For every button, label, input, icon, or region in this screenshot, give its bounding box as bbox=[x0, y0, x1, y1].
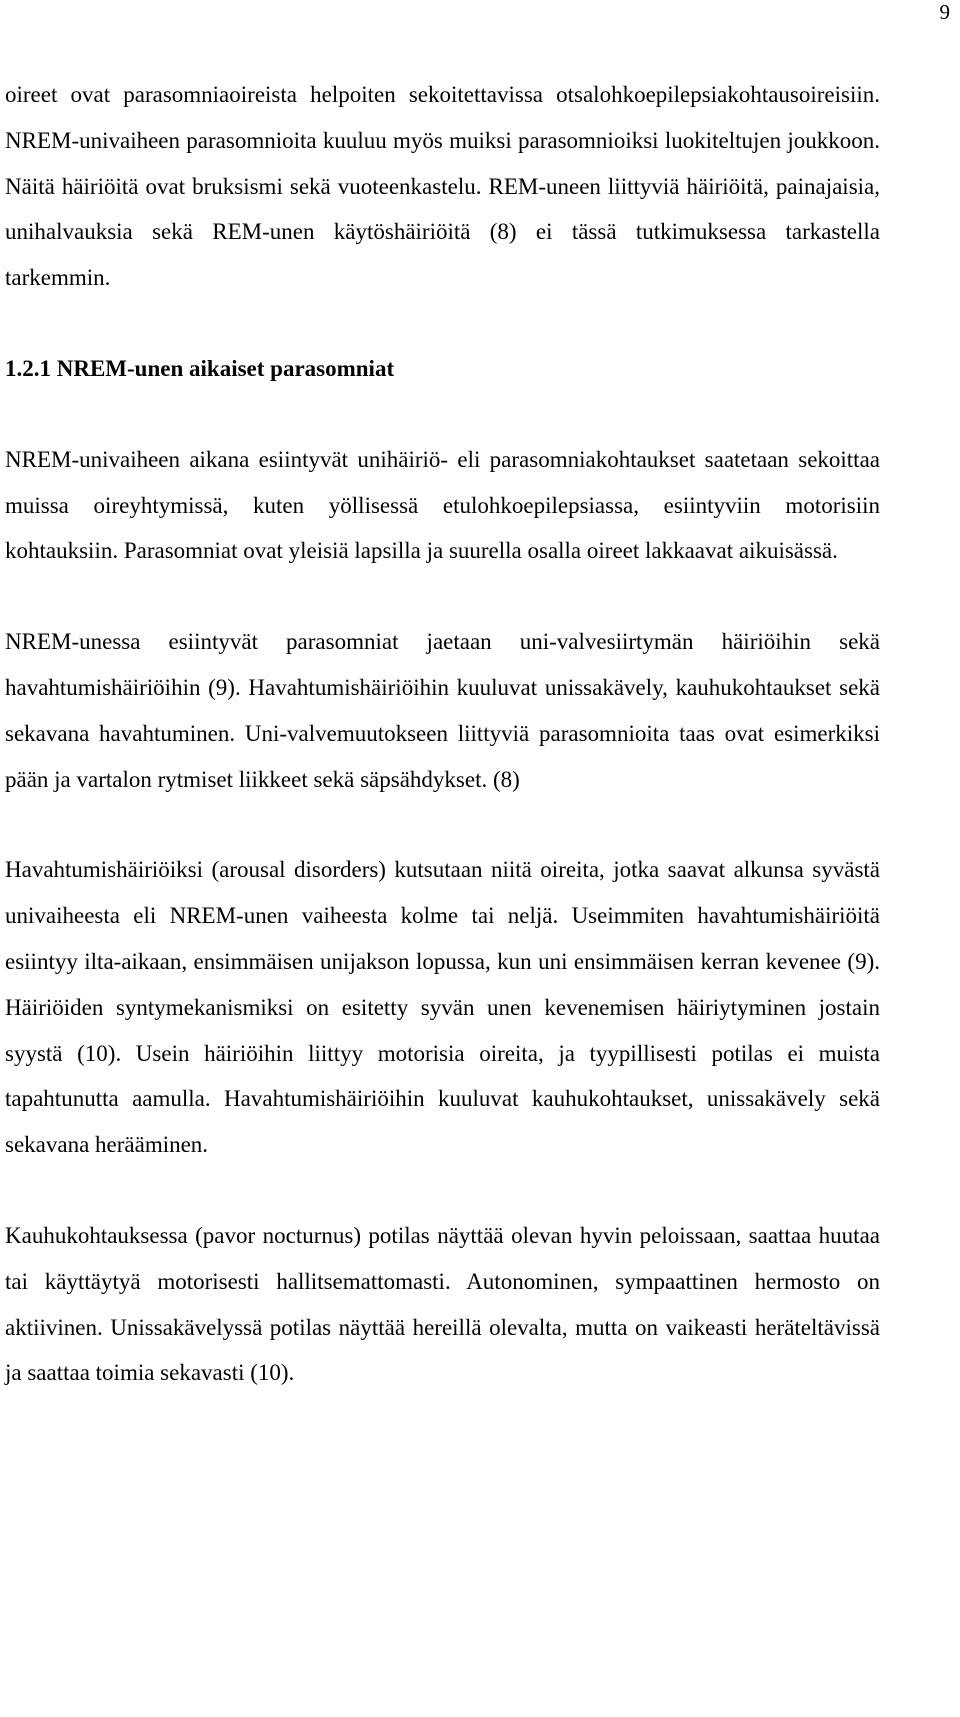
paragraph-arousal-disorders: Havahtumishäiriöiksi (arousal disorders) kutsutaan niitä oireita, jotka saavat alkunsa syvästä univaiheesta eli NREM-unen vaiheesta kolme tai neljä. Useimmiten havahtumishäiriöitä esiintyy ilta-aikaan, ensimmäisen unijakson lopussa, kun uni ensimmäisen kerran kevenee (9). Häiriöiden syntymekanismiksi on esitetty syvän unen kevenemisen häiriytyminen jostain syystä (10). Usein häiriöihin liittyy motorisia oireita, ja tyypillisesti potilas ei muista tapahtunutta aamulla. Havahtumishäiriöihin kuuluvat kauhukohtaukset, unissakävely sekä sekavana herääminen. bbox=[5, 857, 880, 1158]
spacer bbox=[5, 392, 880, 437]
paragraph-night-terrors: Kauhukohtauksessa (pavor nocturnus) potilas näyttää olevan hyvin peloissaan, saattaa huutaa tai käyttäytyä motorisesti hallitsemattomasti. Autonominen, sympaattinen hermosto on aktiivinen. Unissakävelyssä potilas näyttää hereillä olevalta, mutta on vaikeasti heräteltävissä ja saattaa toimia sekavasti (10). bbox=[5, 1222, 880, 1386]
page-number: 9 bbox=[939, 0, 950, 24]
paragraph-nrem-overview: NREM-univaiheen aikana esiintyvät unihäiriö- eli parasomniakohtaukset saatetaan sekoittaa muissa oireyhtymissä, kuten yöllisessä etulohkoepilepsiassa, esiintyviin motorisiin kohtauksiin. Parasomniat ovat yleisiä lapsilla ja suurella osalla oireet lakkaavat aikuisässä. bbox=[5, 446, 880, 564]
spacer bbox=[5, 301, 880, 346]
paragraph-nrem-classification: NREM-unessa esiintyvät parasomniat jaetaan uni-valvesiirtymän häiriöihin sekä havahtumishäiriöihin (9). Havahtumishäiriöihin kuuluvat unissakävely, kauhukohtaukset sekä sekavana havahtuminen. Uni-valvemuutokseen liittyviä parasomnioita taas ovat esimerkiksi pään ja vartalon rytmiset liikkeet sekä säpsähdykset. (8) bbox=[5, 629, 880, 792]
spacer bbox=[5, 802, 880, 847]
section-heading: 1.2.1 NREM-unen aikaiset parasomniat bbox=[5, 355, 395, 381]
spacer bbox=[5, 574, 880, 619]
spacer bbox=[5, 1168, 880, 1213]
document-body bbox=[5, 72, 880, 1396]
paragraph-intro: oireet ovat parasomniaoireista helpoiten sekoitettavissa otsalohkoepilepsiakohtausoireisiin. NREM-univaiheen parasomnioita kuuluu myös muiksi parasomnioiksi luokiteltujen joukkoon. Näitä häiriöitä ovat bruksismi sekä vuoteenkastelu. REM-uneen liittyviä häiriöitä, painajaisia, unihalvauksia sekä REM-unen käytöshäiriöitä (8) ei tässä tutkimuksessa tarkastella tarkemmin. bbox=[5, 82, 880, 291]
